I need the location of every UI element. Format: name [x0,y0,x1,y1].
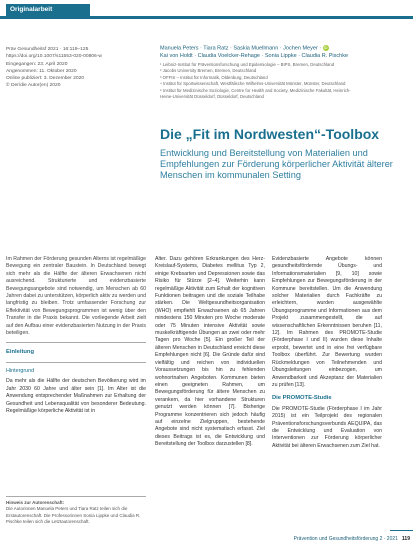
doi-link[interactable]: https://doi.org/10.1007/s11553-020-00806-w [6,54,102,60]
text-column-left [6,256,146,415]
body-paragraph: Die PROMOTE-Studie (Förderphase I im Jahr 2015) ist ein Teilprojekt des regionalen Präventionsforschungsverbunds AEQUIPA, das die Entwicklung und Evaluation von Interventionen zur Förderung körperlicher Aktivität bei älteren Erwachsenen zum Ziel hat. [272,405,382,449]
note-heading: Hinweis zur Autorenschaft: [6,500,65,505]
citation-line: © Der/die Autor(en) 2020 [6,83,61,89]
text-column-right [272,256,382,450]
author-list [160,45,405,61]
header-rule [0,16,413,19]
journal-name: Prävention und Gesundheitsförderung 2 · 2021 [293,536,398,542]
affiliation-list [160,62,405,100]
page-footer [270,536,410,542]
body-paragraph: Alter. Dazu gehören Erkrankungen des Herz-Kreislauf-Systems, Diabetes mellitus Typ 2, einige Krebsarten und Depressionen sowie das Risiko für Stürze [2–4]. Weiterhin kann regelmäßige Aktivität zum Erhalt der kognitiven Funktionen beitragen und die soziale Teilhabe stärken. Die Weltgesundheitsorganisation (WHO) empfiehlt Erwachsenen ab 65 Jahren mindestens 150 Minuten pro Woche moderate oder 75 Minuten intensive Aktivität sowie muskelkräftigende Übungen an zwei oder mehr Tagen pro Woche [5]. Ein großer Teil der älteren Menschen in Deutschland erreicht diese Empfehlungen nicht [6]. Die Gründe dafür sind vielfältig und reichen von individuellen Voraussetzungen bis hin zu fehlenden wohnortnahen Angeboten. Kommunen bieten einen geeigneten Rahmen, um Bewegungsförderung für ältere Menschen zu verankern, da hier vorhandene Strukturen genutzt werden können [7]. Bisherige Programme konzentrieren sich jedoch häufig auf einzelne Zielgruppen, bestehende Angebote sind nicht systematisch erfasst. Ziel dieses Beitrags ist es, die Entwicklung und Bereitstellung der Toolbox darzustellen [8]. [155,256,265,448]
body-paragraph: Da mehr als die Hälfte der deutschen Bevölkerung wird im Jahr 2030 60 Jahre und älter sein [1]. Im Alter ist die Anwendung entsprechender Maßnahmen zur Erhaltung der Gesundheit und Lebensqualität von besonderer Bedeutung. Regelmäßige körperliche Aktivität ist in [6,378,146,414]
text-column-middle [155,256,265,449]
subsection-heading-background: Hintergrund [6,367,35,374]
citation-block [6,46,148,90]
footer-rule [390,530,413,531]
citation-line: Online publiziert: 3. Dezember 2020 [6,76,85,82]
article-type-badge: Originalarbeit [6,4,90,16]
author-line: Kai von Holdt · Claudia Voelcker-Rehage · Sonia Lippke · Claudia R. Pischke [160,53,349,60]
affiliation: ³ OFFIS – Institut für Informatik, Oldenburg, Deutschland [160,74,268,80]
affiliation: ² Jacobs University Bremen, Bremen, Deutschland [160,68,257,74]
body-paragraph: Evidenzbasierte Angebote können gesundheitsfördernde Übungs- und Informationsmaterialien [9, 10] sowie Empfehlungen zur Bewegungsförderung in der Kommune bereitstellen. Um die Anwendung solcher Materialien durch Fachkräfte zu erleichtern, wurden ausgewählte Übungsprogramme und Informationen aus dem Projekt zusammengestellt, die auf wissenschaftlichen Erkenntnissen beruhen [11, 12]. Im Rahmen des PROMOTE-Studie (Förderphase I und II) wurden diese Inhalte erprobt, bewertet und in eine frei verfügbare Toolbox überführt. Zur Bewertung wurden Rückmeldungen von Teilnehmenden und Übungsleitungen einbezogen, um Anwendbarkeit und Akzeptanz der Materialien zu prüfen [13]. [272,256,382,388]
authorship-note [6,496,146,526]
article-subtitle: Entwicklung und Bereitstellung von Materialien und Empfehlungen zur Förderung körperlicher Aktivität älterer Menschen im kommunalen Setting [160,148,393,181]
author-line: Manuela Peters · Tiara Ratz · Saskia Muellmann · Jochen Meyer · [160,45,322,52]
affiliation: Heine-Universität Düsseldorf, Düsseldorf, Deutschland [160,94,264,100]
citation-line: Angenommen: 11. Oktober 2020 [6,68,77,74]
note-text: Die Autorinnen Manuela Peters und Tiara Ratz teilen sich die Erstautorenschaft. Die Professorinnen Sonia Lippke und Claudia R. Pischke teilen sich die Letztautorenschaft. [6,506,141,525]
section-heading-introduction: Einleitung [6,349,35,356]
article-title: Die „Fit im Nordwesten“-Toolbox [160,126,380,142]
orcid-icon[interactable]: iD [323,45,328,50]
affiliation: ¹ Leibniz-Institut für Präventionsforschung und Epidemiologie – BIPS, Bremen, Deutschland [160,62,335,67]
citation-line: Eingegangen: 23. April 2020 [6,61,68,67]
section-divider [6,362,146,363]
citation-line: Präv Gesundheitsf 2021 · 16:119–125 [6,47,89,52]
section-divider [6,342,146,343]
affiliation: ⁵ Institut für Medizinische Soziologie, Centre for Health and Society, Medizinische Fakultät, Heinrich- [160,87,351,93]
page-number: 119 [401,536,410,542]
abstract-paragraph: Im Rahmen der Förderung gesunden Alterns ist regelmäßige Bewegung ein zentraler Baustein. In Deutschland bewegt sich mehr als die Hälfte der älteren Erwachsenen nicht ausreichend. Strukturierte und evidenzbasierte Bewegungsangebote sind notwendig, um Menschen ab 60 Jahren dabei zu unterstützen, körperlich aktiv zu werden und langfristig zu bleiben. Trotz umfassender Forschung zur Effektivität von Bewegungsprogrammen ist wenig über den Transfer in die Praxis bekannt. Die vorliegende Arbeit zielt auf den Aufbau einer evidenzbasierten Nutzung in der Praxis beteiligen. [6,256,146,337]
section-heading-promote: Die PROMOTE-Studie [272,395,332,402]
affiliation: ⁴ Institut für Sportwissenschaft, Westfälische Wilhelms-Universität Münster, Münster, Deutschland [160,81,346,87]
